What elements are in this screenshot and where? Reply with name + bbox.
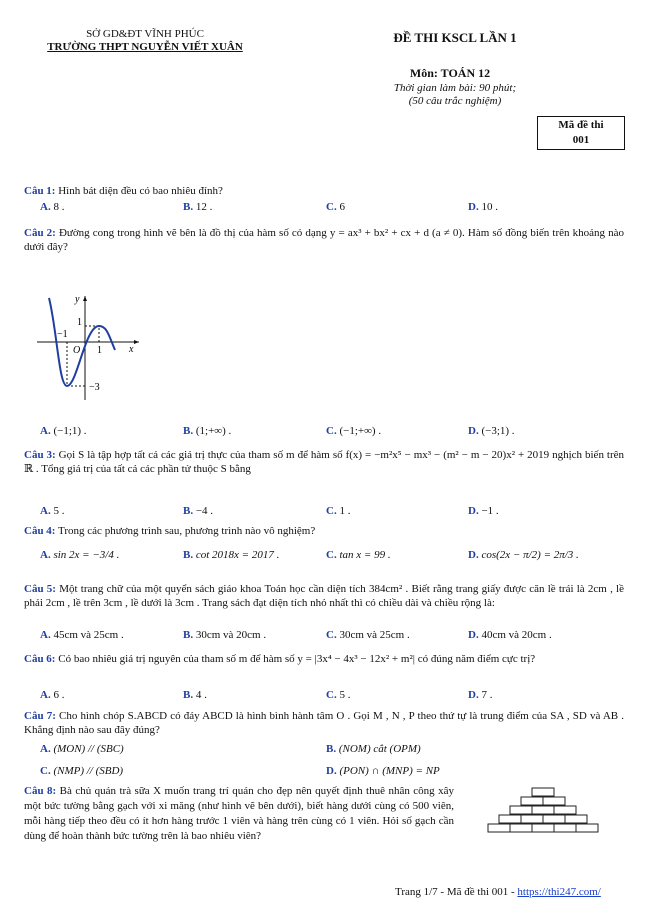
option-key: B. (183, 689, 194, 701)
option-b[interactable] (183, 424, 231, 438)
header-left (20, 28, 270, 54)
question-label: Câu 5: (24, 583, 56, 595)
option-c[interactable] (326, 628, 410, 642)
label-y1: 1 (77, 317, 82, 328)
option-a[interactable] (40, 688, 64, 702)
option-d[interactable] (468, 504, 499, 518)
option-key: B. (183, 549, 194, 561)
option-value: 12 . (195, 201, 213, 213)
option-value: 6 . (53, 689, 65, 701)
option-key: A. (40, 425, 51, 437)
option-key: C. (326, 629, 337, 641)
option-value: sin 2x = −3/4 . (53, 549, 120, 561)
header-right (345, 30, 565, 46)
exam-title: ĐỀ THI KSCL LẦN 1 (393, 30, 517, 45)
option-key: A. (40, 689, 51, 701)
brick (532, 824, 554, 832)
option-value: 45cm và 25cm . (53, 629, 124, 641)
option-value: 30cm và 25cm . (339, 629, 410, 641)
brick (554, 824, 576, 832)
option-value: (NOM) cắt (OPM) (338, 743, 421, 755)
option-value: 5 . (53, 505, 65, 517)
brick (532, 788, 554, 796)
question-label: Câu 3: (24, 449, 56, 461)
option-key: C. (326, 201, 337, 213)
question-text: Cho hình chóp S.ABCD có đáy ABCD là hình bình hành tâm O . Gọi M , N , P theo thứ tự là trung điểm của SA , SD và AB . Khẳng định nào sau đây đúng? (24, 710, 625, 736)
option-d[interactable] (468, 628, 552, 642)
brick (510, 806, 532, 814)
option-b[interactable] (183, 504, 213, 518)
question-6 (24, 652, 624, 666)
option-value: 8 . (53, 201, 65, 213)
footer-text: Trang 1/7 - Mã đề thi 001 - (395, 886, 518, 898)
time-line-1: Thời gian làm bài: 90 phút; (393, 82, 517, 94)
question-text: Hình bát diện đều có bao nhiêu đỉnh? (58, 185, 223, 197)
cubic-graph (35, 290, 145, 402)
option-value: (−1;+∞) . (339, 425, 382, 437)
option-c[interactable] (326, 200, 345, 214)
school-name: TRƯỜNG THPT NGUYỄN VIẾT XUÂN (47, 41, 243, 53)
option-key: D. (468, 549, 479, 561)
question-3 (24, 448, 624, 476)
option-key: B. (183, 629, 194, 641)
option-d[interactable] (326, 764, 440, 778)
page-footer (395, 886, 601, 898)
x-axis-arrow-icon (134, 340, 139, 344)
question-text: Gọi S là tập hợp tất cả các giá trị thực của tham số m để hàm số f(x) = −m²x⁵ − mx³ − (m² − m − 20)x² + 2019 nghịch biến trên ℝ . Tổng giá trị của tất cả các phần tử thuộc S bằng (24, 449, 625, 475)
exam-code-label: Mã đề thi (558, 119, 604, 131)
dept-name: SỞ GD&ĐT VĨNH PHÚC (86, 28, 204, 40)
option-a[interactable] (40, 504, 64, 518)
option-key: A. (40, 549, 51, 561)
option-d[interactable] (468, 424, 515, 438)
option-d[interactable] (468, 200, 498, 214)
option-key: B. (183, 425, 194, 437)
brick (499, 815, 521, 823)
option-value: (NMP) // (SBD) (53, 765, 124, 777)
footer-link[interactable]: https://thi247.com/ (517, 886, 601, 898)
option-key: D. (468, 689, 479, 701)
option-value: 10 . (481, 201, 498, 213)
question-label: Câu 6: (24, 653, 56, 665)
brick (565, 815, 587, 823)
option-a[interactable] (40, 200, 64, 214)
question-1 (24, 184, 624, 198)
option-a[interactable] (40, 424, 87, 438)
option-c[interactable] (326, 504, 350, 518)
question-8 (24, 784, 454, 844)
x-label: x (129, 344, 134, 355)
option-key: C. (326, 505, 337, 517)
option-c[interactable] (326, 424, 381, 438)
option-value: 4 . (195, 689, 207, 701)
option-value: 30cm và 20cm . (195, 629, 267, 641)
brick (576, 824, 598, 832)
option-d[interactable] (468, 688, 492, 702)
brick (521, 815, 543, 823)
question-label: Câu 1: (24, 185, 56, 197)
question-label: Câu 4: (24, 525, 56, 537)
option-a[interactable] (40, 548, 119, 562)
question-text: Trong các phương trình sau, phương trình nào vô nghiệm? (58, 525, 316, 537)
option-key: A. (40, 505, 51, 517)
option-b[interactable] (183, 688, 207, 702)
option-key: C. (326, 425, 337, 437)
option-value: 40cm và 20cm . (481, 629, 552, 641)
option-value: (1;+∞) . (195, 425, 232, 437)
question-text: Một trang chữ của một quyển sách giáo khoa Toán học cần diện tích 384cm² . Biết rằng trang giấy được căn lề trái là 2cm , lề phải 2cm , lề trên 3cm , lề dưới là 3cm . Trang sách đạt diện tích nhỏ nhất thì có chiều dài và chiều rộng là: (24, 583, 624, 609)
question-text: Có bao nhiêu giá trị nguyên của tham số m để hàm số y = |3x⁴ − 4x³ − 12x² + m²| có đúng năm điểm cực trị? (58, 653, 536, 665)
option-value: −1 . (481, 505, 499, 517)
option-value: (−3;1) . (481, 425, 515, 437)
time-line-2: (50 câu trắc nghiệm) (408, 95, 502, 107)
option-b[interactable] (183, 628, 266, 642)
option-key: A. (40, 629, 51, 641)
time-info (350, 82, 560, 108)
option-c[interactable] (40, 764, 123, 778)
brick (543, 797, 565, 805)
exam-code-box (537, 116, 625, 150)
option-d[interactable] (468, 548, 579, 562)
option-value: 7 . (481, 689, 493, 701)
option-key: C. (40, 765, 51, 777)
option-key: D. (468, 425, 479, 437)
option-key: D. (326, 765, 337, 777)
option-a[interactable] (40, 742, 124, 756)
brick-wall-image (484, 786, 604, 842)
option-key: C. (326, 689, 337, 701)
option-c[interactable] (326, 688, 350, 702)
question-label: Câu 2: (24, 227, 56, 239)
question-7 (24, 709, 624, 737)
question-text: Đường cong trong hình vẽ bên là đồ thị của hàm số có dạng y = ax³ + bx² + cx + d (a ≠ 0). Hàm số đồng biến trên khoảng nào dưới đây? (24, 227, 624, 253)
brick (554, 806, 576, 814)
option-value: cos(2x − π/2) = 2π/3 . (481, 549, 579, 561)
option-c[interactable] (326, 548, 391, 562)
brick (532, 806, 554, 814)
brick (543, 815, 565, 823)
option-value: 5 . (339, 689, 351, 701)
option-a[interactable] (40, 628, 124, 642)
brick (488, 824, 510, 832)
option-key: D. (468, 201, 479, 213)
brick (510, 824, 532, 832)
question-label: Câu 8: (24, 785, 57, 797)
question-text: Bà chủ quán trà sữa X muốn trang trí quán cho đẹp nên quyết định thuê nhân công xây một bức tường bằng gạch với xi măng (như hình vẽ bên dưới), biết hàng dưới cùng có 500 viên, mỗi hàng tiếp theo đều có ít hơn hàng trước 1 viên và hàng trên cùng có 1 viên. Hỏi số gạch cần dùng để hoàn thành bức tường trên là bao nhiêu viên? (24, 785, 454, 842)
option-value: 1 . (339, 505, 351, 517)
option-value: (PON) ∩ (MNP) = NP (339, 765, 440, 777)
option-b[interactable] (183, 548, 279, 562)
option-key: D. (468, 505, 479, 517)
subject: Môn: TOÁN 12 (409, 66, 491, 80)
question-label: Câu 7: (24, 710, 56, 722)
option-key: B. (326, 743, 337, 755)
option-b[interactable] (183, 200, 212, 214)
option-key: A. (40, 743, 51, 755)
origin-label: O (73, 345, 81, 356)
option-value: −4 . (195, 505, 214, 517)
option-key: B. (183, 505, 194, 517)
label-x1: 1 (97, 345, 102, 356)
label-minus3: −3 (89, 382, 100, 393)
option-key: C. (326, 549, 337, 561)
option-key: B. (183, 201, 194, 213)
exam-code-value: 001 (572, 134, 590, 146)
question-5 (24, 582, 624, 610)
question-2 (24, 226, 624, 254)
option-value: (−1;1) . (53, 425, 87, 437)
brick (521, 797, 543, 805)
option-value: tan x = 99 . (339, 549, 391, 561)
y-axis-arrow-icon (83, 296, 87, 301)
option-value: (MON) // (SBC) (53, 743, 124, 755)
y-label: y (75, 294, 80, 305)
option-key: A. (40, 201, 51, 213)
option-b[interactable] (326, 742, 421, 756)
option-key: D. (468, 629, 479, 641)
label-minus1: −1 (57, 329, 68, 340)
question-4 (24, 524, 624, 538)
option-value: 6 (339, 201, 345, 213)
option-value: cot 2018x = 2017 . (195, 549, 280, 561)
